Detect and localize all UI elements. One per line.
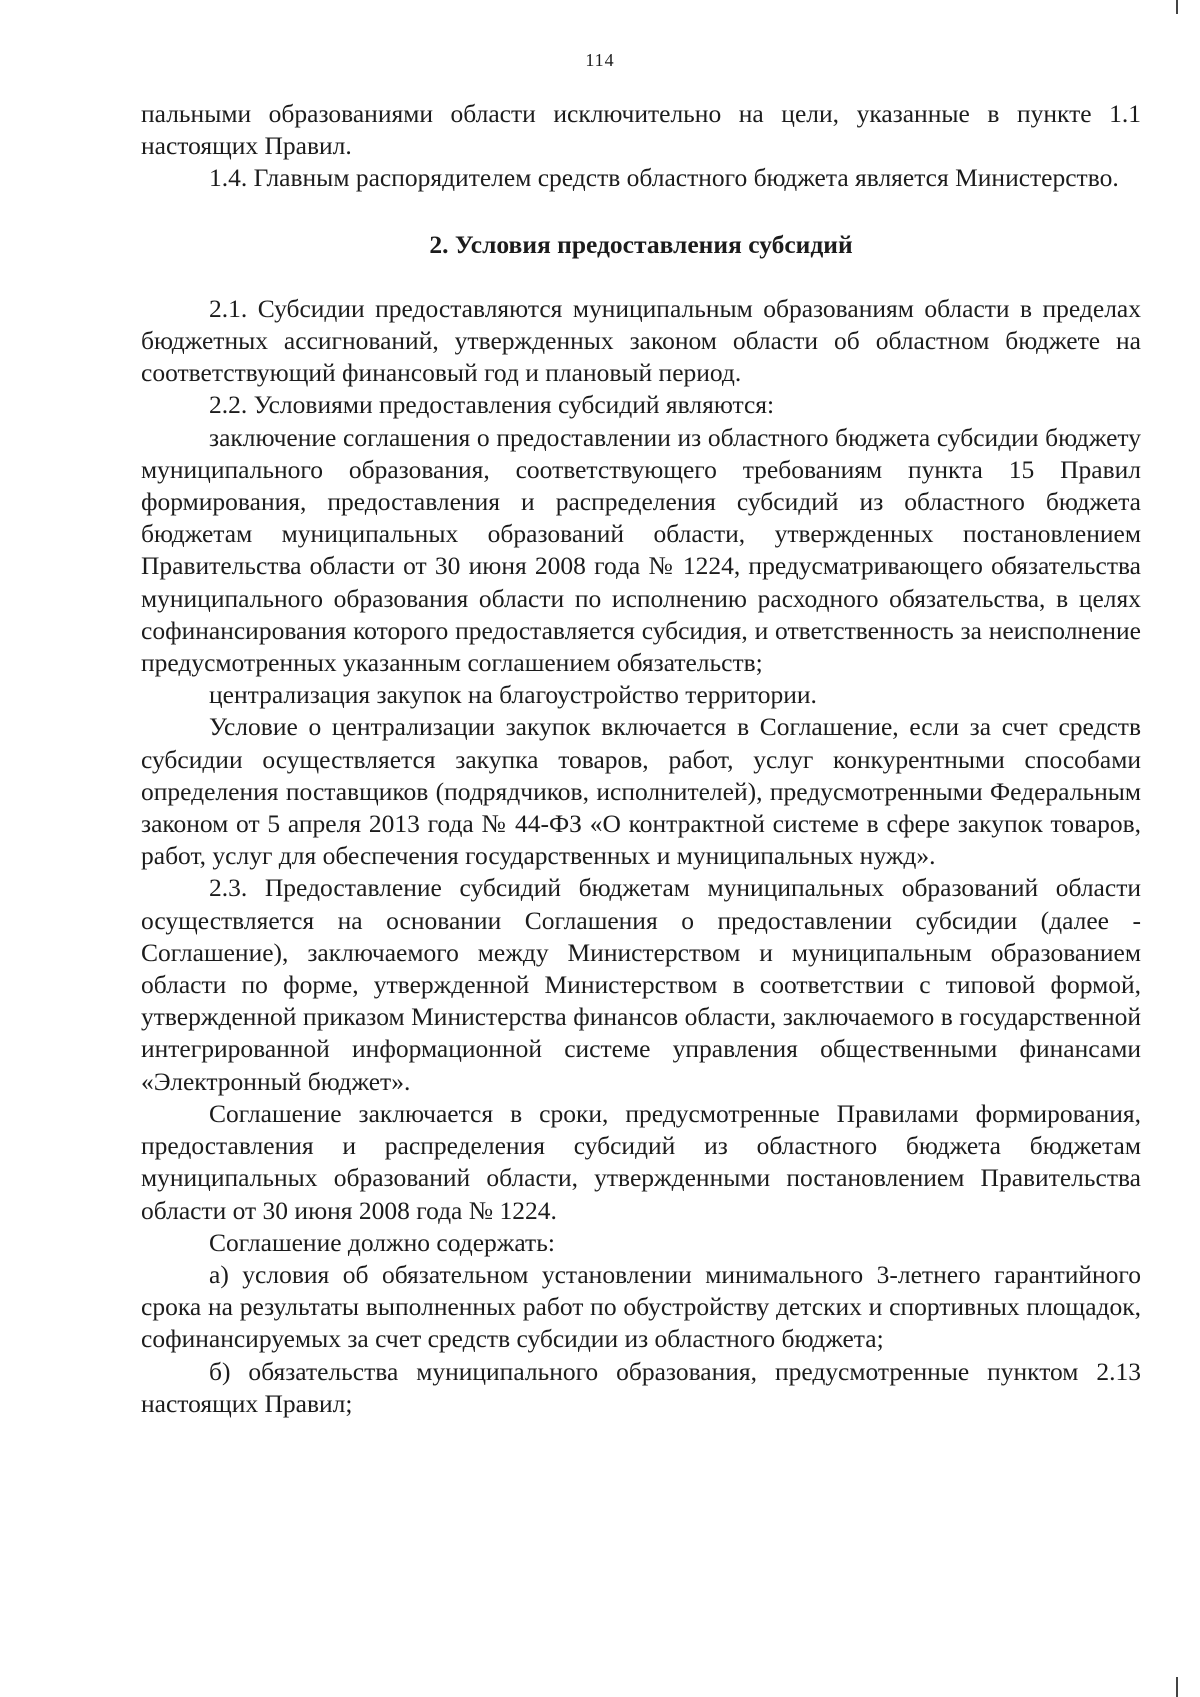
scan-edge-mark-bottom <box>1176 1677 1178 1697</box>
page-number: 114 <box>585 50 615 70</box>
paragraph: пальными образованиями области исключительно на цели, указанные в пункте 1.1 настоящих Правил. <box>141 99 1141 161</box>
paragraph: 1.4. Главным распорядителем средств областного бюджета является Министерство. <box>209 163 1119 193</box>
scan-edge-mark-top <box>1176 0 1178 14</box>
paragraph: заключение соглашения о предоставлении из областного бюджета субсидии бюджету муниципального образования, соответствующего требованиям пункта 15 Правил формирования, предоставления и распределения субсидий из областного бюджета бюджетам муниципальных образований области, утвержденных постановлением Правительства области от 30 июня 2008 года № 1224, предусматривающего обязательства муниципального образования области по исполнению расходного обязательства, в целях софинансирования которого предоставляется субсидия, и ответственность за неисполнение предусмотренных указанным соглашением обязательств; <box>141 422 1141 678</box>
paragraph: 2.2. Условиями предоставления субсидий являются: <box>209 390 775 420</box>
paragraph: 2.1. Субсидии предоставляются муниципальным образованиям области в пределах бюджетных ассигнований, утвержденных законом области об областном бюджете на соответствующий финансовый год и плановый период. <box>141 293 1141 388</box>
paragraph: централизация закупок на благоустройство территории. <box>209 680 817 710</box>
document-body <box>141 98 1141 1420</box>
paragraph: 2.3. Предоставление субсидий бюджетам муниципальных образований области осуществляется на основании Соглашения о предоставлении субсидии (далее - Соглашение), заключаемого между Министерством и муниципальным образованием области по форме, утвержденной Министерством в соответствии с типовой формой, утвержденной приказом Министерства финансов области, заключаемого в государственной интегрированной информационной системе управления общественными финансами «Электронный бюджет». <box>141 873 1141 1096</box>
paragraph: Условие о централизации закупок включается в Соглашение, если за счет средств субсидии осуществляется закупка товаров, работ, услуг конкурентными способами определения поставщиков (подрядчиков, исполнителей), предусмотренными Федеральным законом от 5 апреля 2013 года № 44-ФЗ «О контрактной системе в сфере закупок товаров, работ, услуг для обеспечения государственных и муниципальных нужд». <box>141 712 1141 871</box>
paragraph: Соглашение заключается в сроки, предусмотренные Правилами формирования, предоставления и распределения субсидий из областного бюджета бюджетам муниципальных образований области, утвержденными постановлением Правительства области от 30 июня 2008 года № 1224. <box>141 1098 1141 1225</box>
paragraph: Соглашение должно содержать: <box>209 1227 555 1257</box>
section-heading: 2. Условия предоставления субсидий <box>429 229 853 259</box>
list-item: а) условия об обязательном установлении минимального 3-летнего гарантийного срока на результаты выполненных работ по обустройству детских и спортивных площадок, софинансируемых за счет средств субсидии из областного бюджета; <box>141 1259 1141 1354</box>
list-item: б) обязательства муниципального образования, предусмотренные пунктом 2.13 настоящих Правил; <box>141 1356 1141 1418</box>
